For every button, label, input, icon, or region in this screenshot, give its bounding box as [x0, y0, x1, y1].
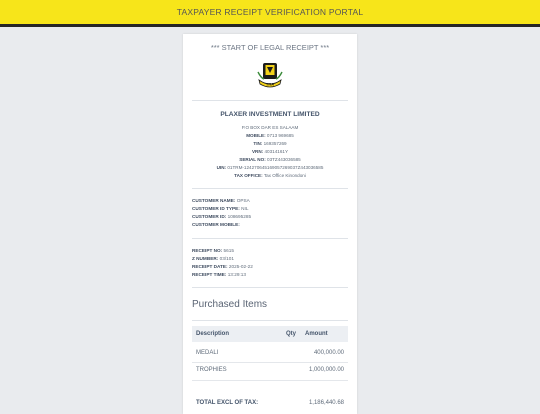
- customer-id-type: CUSTOMER ID TYPE: NIL: [192, 206, 249, 211]
- item-amount: 400,000.00: [313, 350, 344, 356]
- divider: [192, 320, 348, 321]
- portal-title: TAXPAYER RECEIPT VERIFICATION PORTAL: [176, 7, 364, 17]
- receipt-number: RECEIPT NO: 5615: [192, 248, 234, 253]
- row-divider: [192, 362, 348, 363]
- z-number: Z NUMBER: 03/101: [192, 256, 234, 261]
- divider: [192, 188, 348, 189]
- customer-mobile: CUSTOMER MOBILE:: [192, 222, 240, 227]
- column-qty: Qty: [286, 331, 297, 337]
- receipt-card: [183, 34, 357, 414]
- item-description: MEDALI: [196, 350, 219, 356]
- company-name: PLAXER INVESTMENT LIMITED: [220, 111, 320, 118]
- top-bar: [0, 0, 540, 24]
- divider: [192, 238, 348, 239]
- divider: [192, 287, 348, 288]
- item-amount: 1,000,000.00: [308, 367, 344, 373]
- tra-logo-icon: [257, 62, 283, 90]
- business-vrn: VRN: 40314161Y: [251, 149, 289, 154]
- receipt-time: RECEIPT TIME: 13:29:13: [192, 272, 246, 277]
- business-uin: UIN: 01TRM-124270645169057269037Z443036585: [216, 165, 324, 170]
- receipt-date: RECEIPT DATE: 2025-02-22: [192, 264, 253, 269]
- total-excl-tax-value: 1,186,440.68: [308, 400, 344, 406]
- divider: [192, 100, 348, 101]
- customer-name: CUSTOMER NAME: OPSA: [192, 198, 250, 203]
- business-tax-office: TAX OFFICE: Tax Office Kinondoni: [234, 173, 306, 178]
- business-tin: TIN: 169357269: [253, 141, 287, 146]
- column-amount: Amount: [305, 331, 328, 337]
- receipt-header: *** START OF LEGAL RECEIPT ***: [210, 43, 330, 52]
- purchased-items-title: Purchased Items: [192, 299, 268, 310]
- item-description: TROPHIES: [196, 367, 227, 373]
- column-description: Description: [196, 331, 230, 337]
- row-divider: [192, 380, 348, 381]
- business-serial: SERIAL NO: 03TZ443036585: [239, 157, 301, 162]
- customer-id: CUSTOMER ID: 108695285: [192, 214, 252, 219]
- logo-text: TRA: [265, 81, 275, 87]
- total-excl-tax-label: TOTAL EXCL OF TAX:: [196, 400, 259, 406]
- items-table-header: [192, 326, 348, 342]
- business-mobile: MOBILE: 0713 969685: [246, 133, 294, 138]
- top-divider: [0, 24, 540, 27]
- business-address: P.O BOX DAR ES SALAAM: [241, 125, 299, 130]
